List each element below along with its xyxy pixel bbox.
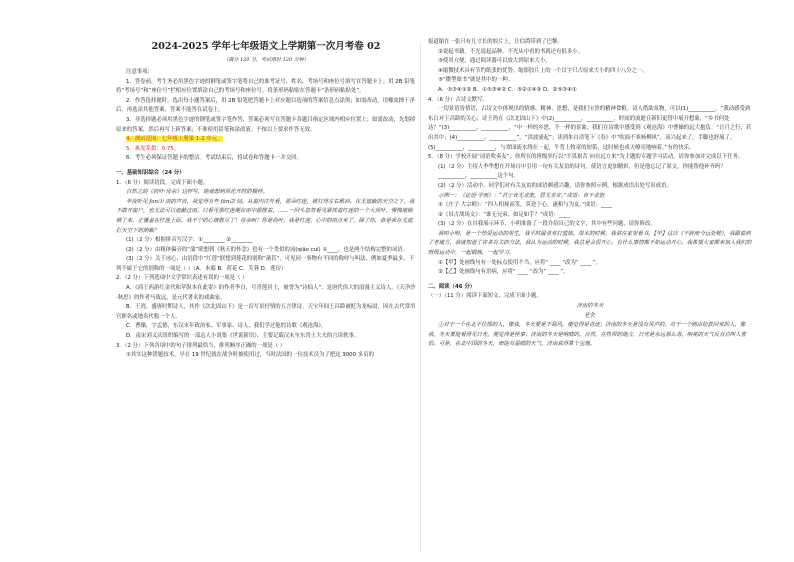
- question-3-sentence: ⑤“微型图书”就是其中的一种。: [438, 77, 514, 84]
- question-3-options: A．⑤③④①② B．①⑤③④② C．⑤②①④③ D．②⑤③④①: [438, 86, 577, 93]
- reading-paragraph: ①对于一个在北平住惯的人，像我，冬天要是不刮风，便觉得是奇迹；济南的冬天是没有风声的。对于一个刚由伦敦回来的人，像我，冬天要能看得见日光，便觉得是怪事；济南的冬天是响晴的。自然，在热带的地方，日光是永远那么毒，响亮的天气反有点叫人害怕。可是，在北中国的冬天，而能有温晴的天气，济南真得算个宝地。: [428, 322, 747, 348]
- section-heading: 二、阅读（46 分）: [428, 283, 476, 290]
- question-3-sentence: ①其实这种错题技术，早在 19 世纪就在战争时被使用过，当时法国的一位技术员为了把这 3000 多页的: [126, 352, 374, 359]
- notice-item: 1．答卷前，考生务必用黑色字迹的钢笔或签字笔将自己的准考证号、姓名、考场号和座位号填写在答题卡上。用 2B 铅笔将“考场号”和“座位号”栏相应位置填涂自己的考场号和座位号。将条形码粘贴在答题卡“条形码粘贴处”。: [116, 78, 415, 95]
- exam-subtitle: （满分 120 分，考试用时 120 分钟）: [223, 57, 309, 63]
- column-divider: [420, 44, 421, 552]
- question-5-head: 5．（8 分）学校开展“词语吹奏友”，你所在的班级举行以“不畏艰苦 向自远方来”为主题的专题学习活动，请你参加并完成以下任务。: [428, 154, 744, 161]
- question-1-head: 1．（6 分）阅读语段，完成下面小题。: [116, 179, 209, 186]
- answer-line: __________，__________这个句。: [438, 173, 519, 180]
- question-2-option: B．王湾，盛唐时期诗人，其作《次北固山下》是一首写景抒情的五言律诗。天宝年间王昌龄被贬为龙标尉，因在古代常用官职名或地名代称一个人。: [116, 304, 416, 320]
- left-column: [116, 40, 416, 361]
- example-line: 示例一：《论语·学而》：“君子食无求饱，居无求安。”成语：食不求饱: [438, 192, 605, 199]
- question-2-option: C．曹操，字孟德，东汉末年政治家、军事家、诗人，我们学过他的诗歌《观沧海》。: [126, 323, 327, 330]
- notice-item: 6．考生必须保证答题卡的整洁。考试结束后，将试卷和答题卡一并交回。: [126, 155, 302, 162]
- question-2-head: 2．（2 分）下列选项中文学常识表述有误的一项是（ ）: [116, 275, 248, 282]
- test-scope: 4．测试范围：七年级上册第 1-2 单元。: [126, 136, 223, 143]
- question-5-part-2: (2)（2 分）活动中，同学们对有关友谊的成语颇感兴趣，请你参照示例，根据成语出处写出成语。: [438, 182, 672, 189]
- question-1-passage: 半夜听见 fan⑴ 雨的声音，我觉得有些 fán⑵ 闷。从窗内往外看，那朵红莲，被打得左右歌斜。在无遮蔽的天空之下，我不敢开窗户，也无法可以遮蔽这雨。只看见那红莲便在雨中摇摆着。……一回头忽然看见紧挨着红莲的一个大荷叶，慢慢地倾侧了来，正覆盖在红莲上面。我不宁的心绪散尽了！母亲呵！你是荷叶，我是红莲，心中的雨点来了，除了你，谁是我在无遮拦天空下的荫蔽？: [116, 198, 415, 234]
- question-3-sentence: ③使用方便，通过阅读器可以放大到原来大小。: [438, 58, 551, 65]
- reading-title: 济南的冬天: [576, 303, 604, 310]
- question-5-part-3a: ①【甲】处画线句有一处标点使用不当，应将“ ____ ”改为“ ____ ”。: [438, 259, 602, 266]
- question-3-sentence: ②说起书籍，不光说起品种，不光从中看的书就还有很多小。: [438, 48, 583, 55]
- notice-item: 2．作答选择题时，选出每小题答案后，用 2B 铅笔把答题卡上对应题目选项的答案信息点涂黑；如需改动，用橡皮擦干净后，再选涂其他答案。答案不能答在试卷上。: [116, 97, 415, 114]
- question-5-part-2b: ②《吊古战场文》：“谁无兄弟，如足如手？”成语：____: [438, 211, 570, 218]
- right-column: [428, 38, 752, 350]
- question-2-option: D．南宋刘义庆组织编写的一部志人小说集《世说新语》，主要记载汉末至东晋士大夫的言谈轶事。: [126, 333, 360, 340]
- question-4-text: 一切景语皆情语，古诗文中体现出的情感、精神、思想，是我们宝贵的精神食粮。诗人借助景物，可以(1)__________，“我动感受到东白对王昌龄的关心；诗王湾在《次北固山下》中(2)__________，__________，时间的流逝在新旧更替中展开想象，“乡书何处达？”(3)__________，__________，“中一样的乡思，不一样的景象；我们在诗歌中感受到《观沧海》中曹操的远大抱负：“日月之行，若出其中；(4)__________，__________”，“洪波涌起”；读到朱自清笔下《春》中“吹面不寒杨柳风”，高兴起来了，手脚也舒展了。(5)__________，__________，与翠园流水绕在一起，牛背上牧童的短笛，这时候也成天嘹亮地响着。”有的快乐。: [428, 106, 752, 151]
- question-3-sentence: ④缩微技术具有节约纸张的优势，缩影胶片上的一个汉字只占原来大小的四十八分之一。: [438, 67, 648, 74]
- question-1-part-2: (2)（2 分）由粗体偏旁的“蒲”联想到《秋天的怀念》也有一个类似的词(qiāo cuì) ①____，也是两个结构完整的词语。: [126, 246, 409, 253]
- question-1-part-1: (1)（2 分）根据拼音写汉字：①________ ②________: [126, 237, 253, 244]
- question-5-part-2a: ①《庄子·大宗师》：“四人相视而笑，莫逆于心，遂相与为友。”成语：____: [438, 202, 612, 209]
- question-1-sub: 自然之韵《荷叶·母亲》这样写，她就想到荷花开时的模样。: [126, 189, 268, 196]
- question-4-head: 4．（6 分）古诗文默写。: [428, 96, 488, 103]
- reading-author: 老舍: [584, 312, 596, 319]
- exam-title: 2024-2025 学年七年级语文上学期第一次月考卷 02: [151, 41, 381, 52]
- question-5-passage: 我叫小明，是一个热爱运动的男生，我平时最喜欢打篮球。周末的时候，我常在家里看书。【甲】这次《不辞而今远处鞋》，我跟着到了老地方，我就知道了许多有关的方法，我认为运动的时候，我总是会很开心，有什么事情都不如运动开心，我希望大家都来加入我们的班级运动中，一起锻炼，一起学习。: [428, 230, 752, 257]
- notice-heading: 注意事项:: [126, 69, 150, 75]
- question-2-option: A．《商王西游红金代和苹纵本在此寄》的作者李白，号青莲居士，被誉为“诗仙人”，是唐代伟大的浪漫主义诗人。《天净沙·秋思》的作者马致远，是元代著名的戏曲家。: [116, 285, 416, 301]
- section-heading: 一、基础知识综合（24 分）: [116, 169, 185, 176]
- question-3-head: 3．（2 分）下列各项中的句子排列最恰当，排列顺序正确的一项是（ ）: [116, 342, 286, 349]
- question-5-part-3b: ②【乙】处画线句有语病，应将“ ____ ”改为“ ____ ”。: [438, 269, 569, 276]
- question-3-sentence: 报道缩在一张只有几寸长的胶片上，让信鸽带到了巴黎。: [428, 39, 563, 45]
- notice-item: 3．非选择题必须用黑色字迹的钢笔或签字笔作答，答案必须写在答题卡各题目指定区域内相应位置上；如需改动，先划掉原来的答案，然后再写上新答案；不准使用铅笔和涂改液。不按以上要求作答无效。: [116, 116, 416, 133]
- question-5-part-3: (3)（2 分）在自我展示环节，小明准备了一段介绍自己的文字，其中有些问题，请你修改。: [438, 221, 656, 228]
- question-5-part-1: (1)（2 分）主持人李华想在开场白中引用一句有关友谊的诗句，使语言更加精彩，但是他忘记了原文，你能帮他补齐吗？: [438, 163, 726, 170]
- difficulty: 5．难度系数：0.75。: [126, 145, 180, 152]
- reading-1-head: （一）（11 分）阅读下面短文，完成下面小题。: [428, 293, 542, 300]
- question-1-part-3: (3)（2 分）关于冰心，由语段中“红莲”联想到莲花的别称“菡萏”，可见同一事物有不同的称呼与叫法。例如夏季最多，下列不属于它的别称的一项是（ ）（A．木蕖 B．荷花 C．芙蓉 D．莲房）: [116, 256, 415, 272]
